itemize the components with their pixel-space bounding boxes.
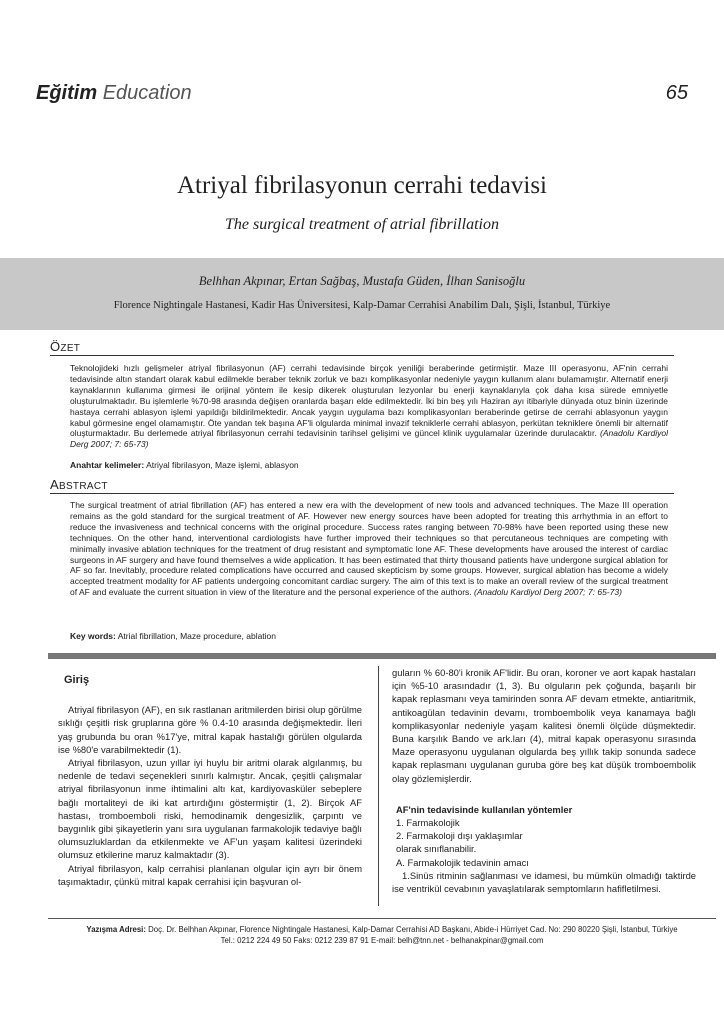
- introduction-heading: Giriş: [64, 674, 90, 686]
- correspondence-label: Yazışma Adresi:: [86, 925, 146, 934]
- ozet-heading-initial: Ö: [50, 339, 61, 354]
- left-column: [58, 666, 362, 888]
- journal-section-name: [36, 82, 192, 105]
- ozet-citation: (Anadolu Kardiyol Derg 2007; 7: 65-73): [70, 428, 668, 450]
- ozet-keywords-label: Anahtar kelimeler:: [70, 460, 145, 470]
- column-divider: [378, 666, 379, 906]
- abstract-citation: (Anadolu Kardiyol Derg 2007; 7: 65-73): [474, 587, 622, 598]
- correspondence-contact: Tel.: 0212 224 49 50 Faks: 0212 239 87 91 E-mail: belh@tnn.net - belhanakpinar@gmail.com: [220, 936, 544, 945]
- article-title-english: The surgical treatment of atrial fibrillation: [225, 216, 499, 233]
- right-column: [392, 666, 696, 895]
- abstract-keywords: [70, 631, 668, 642]
- abstract-heading-initial: A: [50, 477, 59, 492]
- right-paragraph-2: 1.Sinüs ritminin sağlanması ve idamesi, bu mümkün olmadığı taktirde ise ventrikül cevabının yavaşlatılarak semptomların hafifletilmesi.: [392, 869, 696, 895]
- list-item: A. Farmakolojik tedavinin amacı: [396, 856, 529, 868]
- page-number: 65: [665, 82, 688, 104]
- footer-rule: [48, 918, 716, 919]
- article-title-turkish: Atriyal fibrilasyonun cerrahi tedavisi: [176, 172, 548, 199]
- ozet-heading-rest: ZET: [60, 343, 81, 354]
- correspondence-footer: [48, 924, 716, 946]
- ozet-text: Teknolojideki hızlı gelişmeler atriyal fibrilasyonun (AF) cerrahi tedavisinde birçok yeniliği beraberinde getirmiştir. Maze III operasyonu, AF'nin cerrahi tedavisinde altın standart olarak kabul edilmekle beraber teknik zorluk ve bazı komplikasyonlar nedeniyle yaygın kullanım alanı bulamamıştır. Alternatif enerji kaynaklarının kullanıma girmesi ile orijinal yöntem ile kesip dikerek oluşturulan lezyonlar bu enerji kaynaklarıyla çok daha kısa sürede emniyetle oluşturulmaktadır. Bu işlemlerle %70-98 arasında değişen oranlarda başarı elde edilmektedir. İki bin beş yılı Haziran ayı itibariyle dünyada otuz binin üzerinde hastaya cerrahi ablasyon işlemi yapıldığı bildirilmektedir. Ancak yaygın uygulama bazı komplikasyonları beraberinde getirse de cerrahi ablasyonun yaygın kabul görmesine engel olamamıştır. Öte yandan tek başına AF'li olgularda minimal invazif tekniklerle cerrahi ablasyon, perkütan tekniklere önemli bir alternatif oluşturmaktadır. Bu derlemede atriyal fibrilasyonun cerrahi tedavisinin tarihsel gelişimi ve güncel klinik uygulamalar üzerinde durulacaktır.: [70, 363, 668, 439]
- author-band: [0, 258, 724, 330]
- ozet-body: [70, 363, 668, 450]
- list-item: 1. Farmakolojik: [396, 817, 460, 829]
- running-head: [36, 82, 688, 110]
- intro-paragraph-2: Atriyal fibrilasyon, uzun yıllar iyi huylu bir aritmi olarak algılanmış, bu nedenle de tedavi seçenekleri sınırlı kalmıştır. Ancak, çeşitli çalışmalar atriyal fibrilasyonun inme ihtimalini altı kat, kardiyovasküler sebeplere bağlı mortaliteyi de iki kat artırdığını göstermiştir (1, 2). Birçok AF hastası, tromboemboli riski, hemodinamik dengesizlik, çarpıntı ve baygınlık gibi şikayetlerin yanı sıra uygulanan farmakolojik tedaviye bağlı olumsuzluklardan da etkilenmekte ve AF'un yaşam kalitesi üzerindeki olumsuz etkilerine maruz kalmaktadır (3).: [58, 757, 362, 861]
- list-item: 2. Farmakoloji dışı yaklaşımlar: [396, 830, 523, 842]
- abstract-heading-rest: BSTRACT: [58, 481, 108, 492]
- abstract-keywords-text: Atrial fibrillation, Maze procedure, ablation: [117, 631, 277, 641]
- right-paragraph-1: guların % 60-80'i kronik AF'lidir. Bu oran, koroner ve aort kapak hastaları için %5-10 arasındadır (1, 3). Bu olguların pek çoğunda, başarılı bir kapak replasmanı veya tamirinden sonra AF devam etmekte, antiaritmik, antikoagülan tedavinin devamı, tromboembolik veya kanamaya bağlı komplikasyonlar nedeniyle yaşam kalitesi önemli ölçüde düşmektedir. Buna karşılık Bando ve ark.ları (4), mitral kapak operasyonu sırasında Maze operasyonu uygulanan olgularda beş yıllık takip sonunda sadece kapak replasmanı uygulanan guruba göre beş kat düşük tromboembolik olay gözlemişlerdir.: [392, 667, 696, 784]
- correspondence-address: Doç. Dr. Belhhan Akpınar, Florence Nightingale Hastanesi, Kalp-Damar Cerrahisi AD Başkanı, Abide-i Hürriyet Cad. No: 290 80220 Şişli, İstanbul, Türkiye: [148, 925, 678, 934]
- ozet-keywords-text: Atriyal fibrilasyon, Maze işlemi, ablasyon: [146, 460, 299, 470]
- list-item: olarak sınıflanabilir.: [396, 843, 477, 855]
- methods-subheading: AF'nin tedavisinde kullanılan yöntemler: [396, 803, 573, 815]
- section-name-english: Education: [102, 82, 192, 104]
- authors: Belhhan Akpınar, Ertan Sağbaş, Mustafa Güden, İlhan Sanisoğlu: [198, 274, 526, 288]
- intro-paragraph-1: Atriyal fibrilasyon (AF), en sık rastlanan aritmilerden birisi olup görülme sıklığı çeşitli risk gruplarına göre % 0.4-10 arasında değişmektedir. İleri yaş grubunda bu oran %17'ye, mitral kapak hastalığı görülen olgularda ise %80'e varabilmektedir (1).: [58, 704, 362, 755]
- section-name-turkish: Eğitim: [36, 82, 98, 104]
- ozet-keywords: [70, 460, 668, 471]
- abstract-body: [70, 500, 668, 598]
- abstract-heading: [50, 477, 674, 494]
- abstract-text: The surgical treatment of atrial fibrillation (AF) has entered a new era with the development of new tools and advanced techniques. The Maze III operation remains as the gold standard for the surgical treatment of AF. However new energy sources have been adopted for treating this arrhythmia in an effort to reduce the invasiveness and technical concerns with the original procedure. Success rates ranging between 70-98% have been reported using these new techniques. On the other hand, interventional cardiologists have further improved their techniques so that percutaneous techniques are competing with minimally invasive ablation techniques for the treatment of drug resistant and symptomatic lone AF. These developments have aroused the interest of cardiac surgeons in AF surgery and have found themselves a wide application. It has been estimated that thirty thousand patients have undergone surgical ablation for AF so far. Inevitably, procedure related complications have occurred and caused skepticism by some groups. However, surgical ablation has become a widely accepted treatment modality for AF patients undergoing concomitant cardiac surgery. The aim of this text is to make an overall review of the surgical treatment of AF and evaluate the current situation in view of the literature and the personal experience of the authors.: [70, 500, 668, 598]
- section-divider-bar: [48, 653, 716, 659]
- affiliation: Florence Nightingale Hastanesi, Kadir Has Üniversitesi, Kalp-Damar Cerrahisi Anabilim Dalı, Şişli, İstanbul, Türkiye: [113, 300, 611, 311]
- abstract-keywords-label: Key words:: [70, 631, 116, 641]
- ozet-heading: [50, 339, 674, 356]
- intro-paragraph-3: Atriyal fibrilasyon, kalp cerrahisi planlanan olgular için ayrı bir önem taşımaktadır, çünkü mitral kapak cerrahisi için başvuran ol-: [58, 862, 362, 887]
